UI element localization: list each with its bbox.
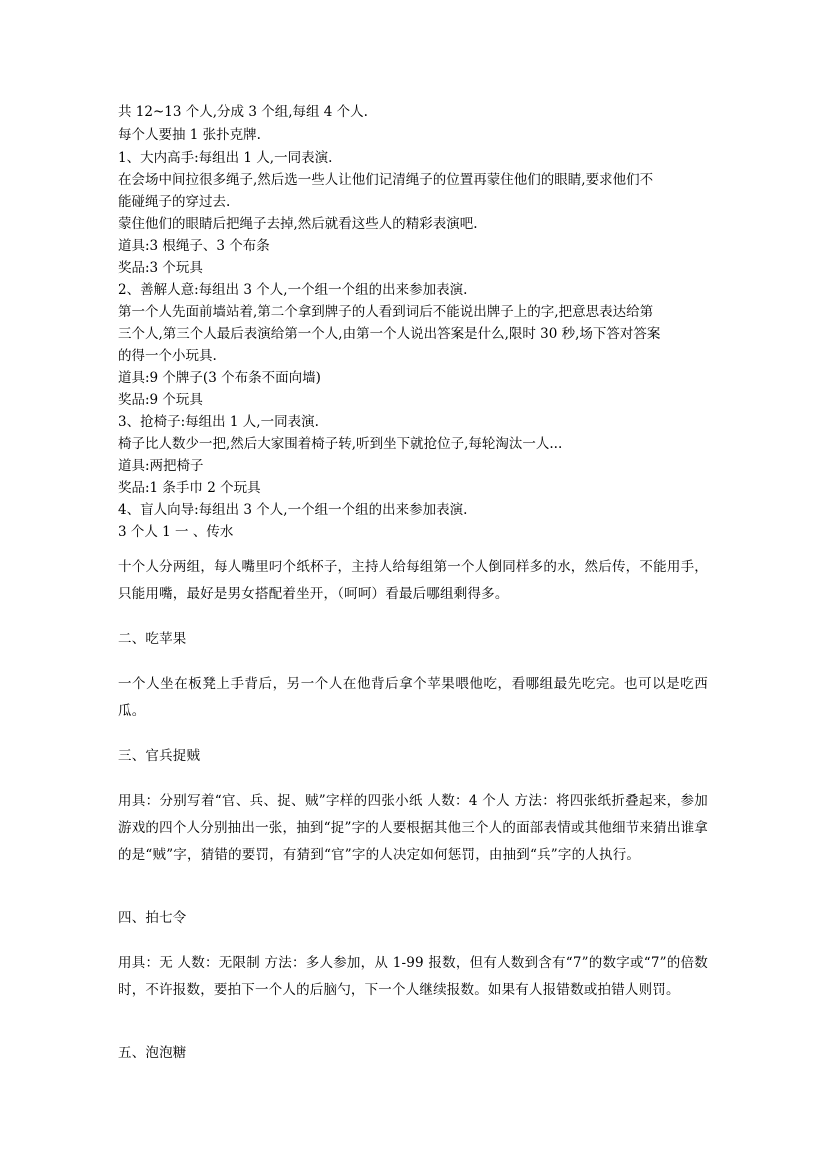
heading-clap-seven: 四、拍七令 <box>118 910 187 926</box>
text-line: 能碰绳子的穿过去. <box>118 194 231 210</box>
text-line: 三个人,第三个人最后表演给第一个人,由第一个人说出答案是什么,限时 30 秒,场下答对答案 <box>118 326 661 342</box>
text-line: 3 个人 1 一 、传水 <box>118 524 234 540</box>
text-line: 道具:9 个牌子(3 个布条不面向墙) <box>118 370 321 386</box>
text-line: 第一个人先面前墙站着,第二个拿到牌子的人看到词后不能说出牌子上的字,把意思表达给第 <box>118 304 654 320</box>
text-line: 奖品:9 个玩具 <box>118 392 203 408</box>
text-line: 的得一个小玩具. <box>118 348 217 364</box>
text-line: 道具:3 根绳子、3 个布条 <box>118 238 270 254</box>
section-title-1: 1、大内高手:每组出 1 人,一同表演. <box>118 150 333 166</box>
section-title-2: 2、善解人意:每组出 3 个人,一个组一个组的出来参加表演. <box>118 282 468 298</box>
text-line: 奖品:3 个玩具 <box>118 260 203 276</box>
text-line: 奖品:1 条手巾 2 个玩具 <box>118 480 261 496</box>
text-line: 共 12~13 个人,分成 3 个组,每组 4 个人. <box>118 104 368 120</box>
text-line: 在会场中间拉很多绳子,然后选一些人让他们记清绳子的位置再蒙住他们的眼睛,要求他们不 <box>118 172 654 188</box>
paragraph-pass-water: 十个人分两组，每人嘴里叼个纸杯子，主持人给每组第一个人倒同样多的水，然后传，不能用手，只能用嘴，最好是男女搭配着坐开，（呵呵）看最后哪组剩得多。 <box>118 559 708 602</box>
heading-officer-catch-thief: 三、官兵捉贼 <box>118 748 201 764</box>
paragraph-officer-catch-thief: 用具：分别写着“官、兵、捉、贼”字样的四张小纸 人数：4 个人 方法：将四张纸折叠起来，参加游戏的四个人分别抽出一张，抽到“捉”字的人要根据其他三个人的面部表情或其他细节来猜出谁拿的是“贼”字，猜错的要罚，有猜到“官”字的人决定如何惩罚，由抽到“兵”字的人执行。 <box>118 793 708 863</box>
paragraph-clap-seven: 用具：无 人数：无限制 方法：多人参加，从 1-99 报数，但有人数到含有“7”的数字或“7”的倍数时，不许报数，要拍下一个人的后脑勺，下一个人继续报数。如果有人报错数或拍错人则罚。 <box>118 955 708 998</box>
paragraph-eat-apple: 一个人坐在板凳上手背后，另一个人在他背后拿个苹果喂他吃，看哪组最先吃完。也可以是吃西瓜。 <box>118 676 708 719</box>
text-line: 椅子比人数少一把,然后大家围着椅子转,听到坐下就抢位子,每轮淘汰一人... <box>118 436 563 452</box>
text-line: 蒙住他们的眼睛后把绳子去掉,然后就看这些人的精彩表演吧. <box>118 216 478 232</box>
section-title-4: 4、盲人向导:每组出 3 个人,一个组一个组的出来参加表演. <box>118 502 468 518</box>
text-line: 道具:两把椅子 <box>118 458 204 474</box>
heading-eat-apple: 二、吃苹果 <box>118 631 187 647</box>
text-line: 每个人要抽 1 张扑克牌. <box>118 127 261 143</box>
section-title-3: 3、抢椅子:每组出 1 人,一同表演. <box>118 414 319 430</box>
heading-bubble-gum: 五、泡泡糖 <box>118 1045 187 1061</box>
